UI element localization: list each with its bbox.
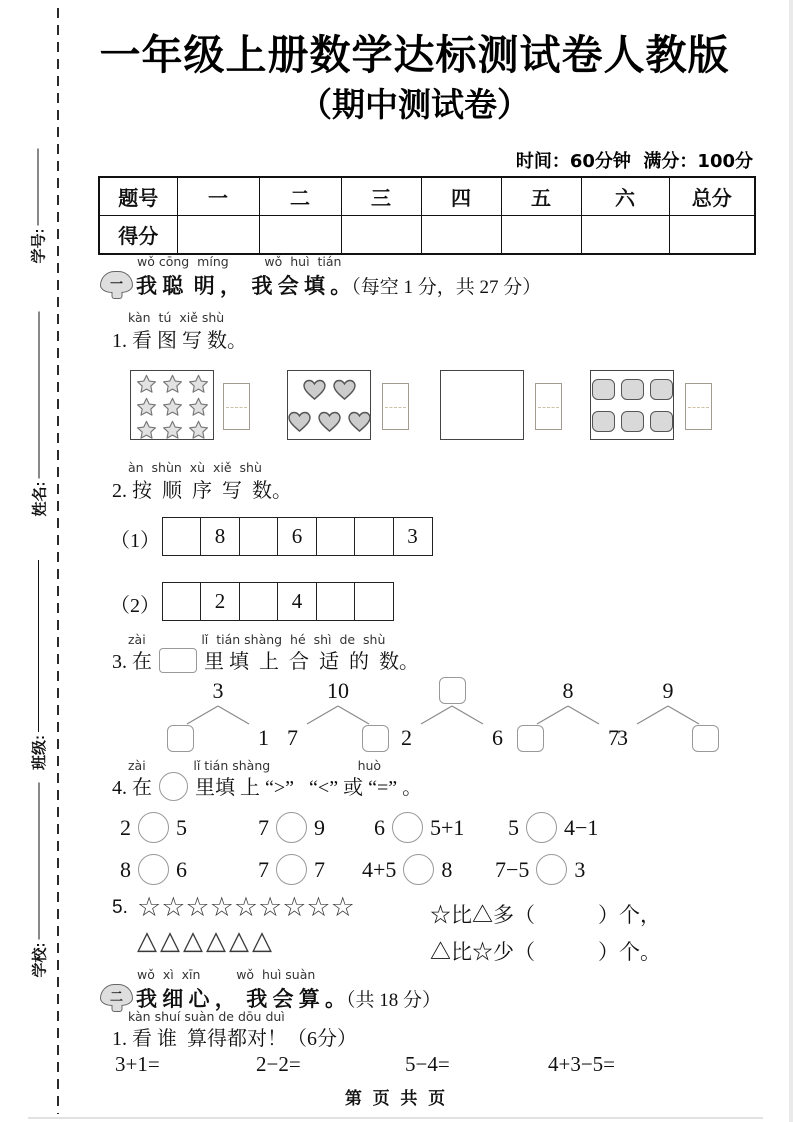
cookie-grid-row [592,411,673,432]
sequence-cell: 3 [393,517,433,556]
bond-number: 10 [327,678,349,703]
question-text-after: 里 填 上 合 适 的 数。 [204,651,419,673]
question-number: 5. [112,897,128,918]
compare-item [508,812,598,843]
heart-grid-row [301,377,358,401]
compare-left: 6 [374,814,385,840]
sequence-row-label: （2） [110,595,160,617]
sequence-cell: 8 [200,517,240,556]
compare-left: 2 [120,814,131,840]
sequence-cell[interactable] [239,517,279,556]
cookie-icon [650,411,673,432]
score-cell[interactable] [259,216,341,255]
sequence-cell: 2 [200,582,240,621]
compare-right: 6 [176,856,187,882]
compare-left: 7 [258,856,269,882]
picture-box-cookies [590,370,674,440]
bond-lines [283,705,393,725]
sidebar-field-label: 学号: [30,228,47,264]
answer-slot[interactable] [535,383,562,430]
sidebar-field-line[interactable] [38,560,39,732]
star-grid-row [135,396,210,419]
sequence-row-label: （1） [110,530,160,552]
star-icon [161,419,184,442]
bond-box[interactable] [692,725,719,752]
bond-number: 2 [401,725,412,750]
bond-box[interactable] [362,725,389,752]
star-row: ☆☆☆☆☆☆☆☆☆ [137,892,355,923]
binding-dashed-line [57,8,59,1114]
compare-left: 8 [120,856,131,882]
cookie-icon [621,379,644,400]
picture-box-hearts [287,370,371,440]
blank-box-icon [159,648,197,673]
compare-circle[interactable] [536,854,567,885]
question-text: 1. 看 图 写 数。 [112,330,247,352]
bond-number: 7 [287,725,298,750]
sequence-row [163,582,394,621]
star-icon [187,419,210,442]
sidebar-field-school [28,783,50,978]
section-one-title-line [136,270,541,300]
pinyin-line: wǒ cōng míng wǒ huì tián [137,254,342,269]
compare-left: 7 [258,814,269,840]
bond-box[interactable] [439,677,466,704]
compare-item [120,854,187,885]
star-icon [187,396,210,419]
compare-circle[interactable] [138,812,169,843]
compare-circle[interactable] [276,854,307,885]
bond-number: 1 [258,725,269,750]
bond-number: 6 [492,725,503,750]
star-icon [135,373,158,396]
score-cell[interactable] [669,216,755,255]
score-cell[interactable] [501,216,581,255]
sequence-cell: 4 [277,582,317,621]
bond-box[interactable] [167,725,194,752]
problem-item[interactable]: 4+3−5= [548,1052,616,1076]
score-corner-label: 题号 [99,177,177,216]
sequence-cell[interactable] [316,582,356,621]
bond-number: 3 [212,678,224,703]
triangle-row: △△△△△△ [137,926,275,956]
compare-item [495,854,585,885]
heart-icon [286,409,313,433]
compare-right: 4−1 [564,814,599,840]
sidebar-field-class [27,560,49,770]
problem-item[interactable]: 5−4= [405,1052,450,1076]
sequence-cell[interactable] [239,582,279,621]
bond-number: 9 [662,678,674,703]
problem-item[interactable]: 2−2= [256,1052,301,1076]
bond-lines [613,705,723,725]
sequence-cell[interactable] [162,517,202,556]
compare-circle[interactable] [392,812,423,843]
score-col-header: 五 [501,177,581,216]
sidebar-field-label: 姓名: [31,481,48,517]
blank-circle-icon [159,772,188,801]
compare-right: 5 [176,814,187,840]
sidebar-field-line[interactable] [38,783,39,940]
compare-circle[interactable] [276,812,307,843]
cookie-icon [650,379,673,400]
compare-item [362,854,452,885]
compare-item [374,812,464,843]
compare-right: 3 [574,856,586,882]
heart-icon [316,409,343,433]
score-col-header: 二 [259,177,341,216]
page-footer: 第 页 共 页 [344,1089,449,1108]
question-text-before: 4. 在 [112,777,152,799]
compare-circle[interactable] [403,854,434,885]
bond-group [513,676,623,752]
score-col-header: 一 [177,177,259,216]
bond-box[interactable] [517,725,544,752]
bond-lines [513,705,623,725]
question-text: 1. 看 谁 算得都对！（6分） [112,1028,357,1050]
q5-statement-2: △比☆少（ ）个。 [430,940,661,964]
cookie-icon [592,379,615,400]
bond-group [397,676,507,752]
score-table [98,176,756,255]
score-cell[interactable] [177,216,259,255]
score-cell[interactable] [421,216,501,255]
sidebar-field-student-number [27,149,49,264]
sequence-cell[interactable] [316,517,356,556]
star-icon [161,373,184,396]
question-text-after: 里填 上 “>” “<” 或 “=” 。 [195,777,423,799]
score-col-header: 四 [421,177,501,216]
score-col-header: 三 [341,177,421,216]
compare-left: 7−5 [495,856,530,882]
cookie-grid-row [592,379,673,400]
star-grid-row [135,373,210,396]
question-text [112,645,419,674]
answer-slot[interactable] [223,383,250,430]
score-col-header: 总分 [669,177,755,216]
heart-grid-row [286,409,373,433]
section-title: 我 细 心 ， 我 会 算 。 [136,987,346,1011]
star-icon [135,419,158,442]
q5-statement-1: ☆比△多（ ）个， [430,903,661,927]
scan-edge-right [789,0,793,1122]
heart-icon [331,377,358,401]
compare-item [258,854,325,885]
bond-number: 7 [608,725,619,750]
sidebar-field-label: 学校: [31,942,48,978]
sidebar-field-label: 班级: [30,735,48,770]
cookie-icon [621,411,644,432]
compare-right: 8 [441,856,453,882]
pinyin-line: kàn shuí suàn de dōu duì [128,1009,285,1024]
heart-icon [301,377,328,401]
bond-lines [163,705,273,725]
page-subtitle: （期中测试卷） [299,85,530,124]
cookie-icon [592,411,615,432]
pinyin-line: àn shùn xù xiě shù [128,460,262,475]
picture-box-empty [440,370,524,440]
sequence-row [163,517,433,556]
bond-number: 3 [617,725,628,750]
sidebar-field-name [28,312,50,517]
score-col-header: 六 [581,177,669,216]
bond-lines [397,705,507,725]
section-note: （每空 1 分，共 27 分） [351,277,542,298]
compare-right: 5+1 [430,814,465,840]
compare-right: 9 [314,814,325,840]
sequence-cell[interactable] [354,582,394,621]
sidebar-field-line[interactable] [37,149,38,226]
question-text-before: 3. 在 [112,651,152,673]
pinyin-line: wǒ xì xīn wǒ huì suàn [137,967,316,982]
section-two-badge: 二 [100,984,133,1006]
sequence-cell: 6 [277,517,317,556]
sequence-cell[interactable] [162,582,202,621]
sequence-cell[interactable] [354,517,394,556]
compare-left: 4+5 [362,856,397,882]
answer-slot[interactable] [685,383,712,430]
pinyin-line: zài lǐ tián shàng huò [128,758,382,773]
page-title: 一年级上册数学达标测试卷人教版 [99,31,730,79]
problem-item[interactable]: 3+1= [115,1052,160,1076]
section-title: 我 聪 明 ， 我 会 填 。 [136,274,352,298]
question-text [112,771,422,801]
sidebar-field-line[interactable] [38,312,39,479]
compare-circle[interactable] [138,854,169,885]
star-grid-row [135,419,210,442]
picture-box-stars [130,370,214,440]
compare-right: 7 [314,856,325,882]
bond-number: 8 [562,678,574,703]
scan-edge-bottom [28,1117,763,1119]
bond-group [613,676,723,752]
score-row-label: 得分 [99,216,177,255]
section-one-badge: 一 [100,271,133,293]
score-cell[interactable] [581,216,669,255]
answer-slot[interactable] [382,383,409,430]
bond-group [163,676,273,752]
compare-item [258,812,325,843]
heart-icon [346,409,373,433]
question-text: 2. 按 顺 序 写 数。 [112,480,292,502]
section-note: （共 18 分） [346,990,442,1011]
score-cell[interactable] [341,216,421,255]
exam-meta: 时间：60分钟 满分：100分 [515,151,753,172]
star-icon [187,373,210,396]
pinyin-line: zài lǐ tián shàng hé shì de shù [128,632,386,647]
compare-item [120,812,187,843]
star-icon [135,396,158,419]
bond-group [283,676,393,752]
pinyin-line: kàn tú xiě shù [128,310,225,325]
compare-circle[interactable] [526,812,557,843]
star-icon [161,396,184,419]
compare-left: 5 [508,814,519,840]
